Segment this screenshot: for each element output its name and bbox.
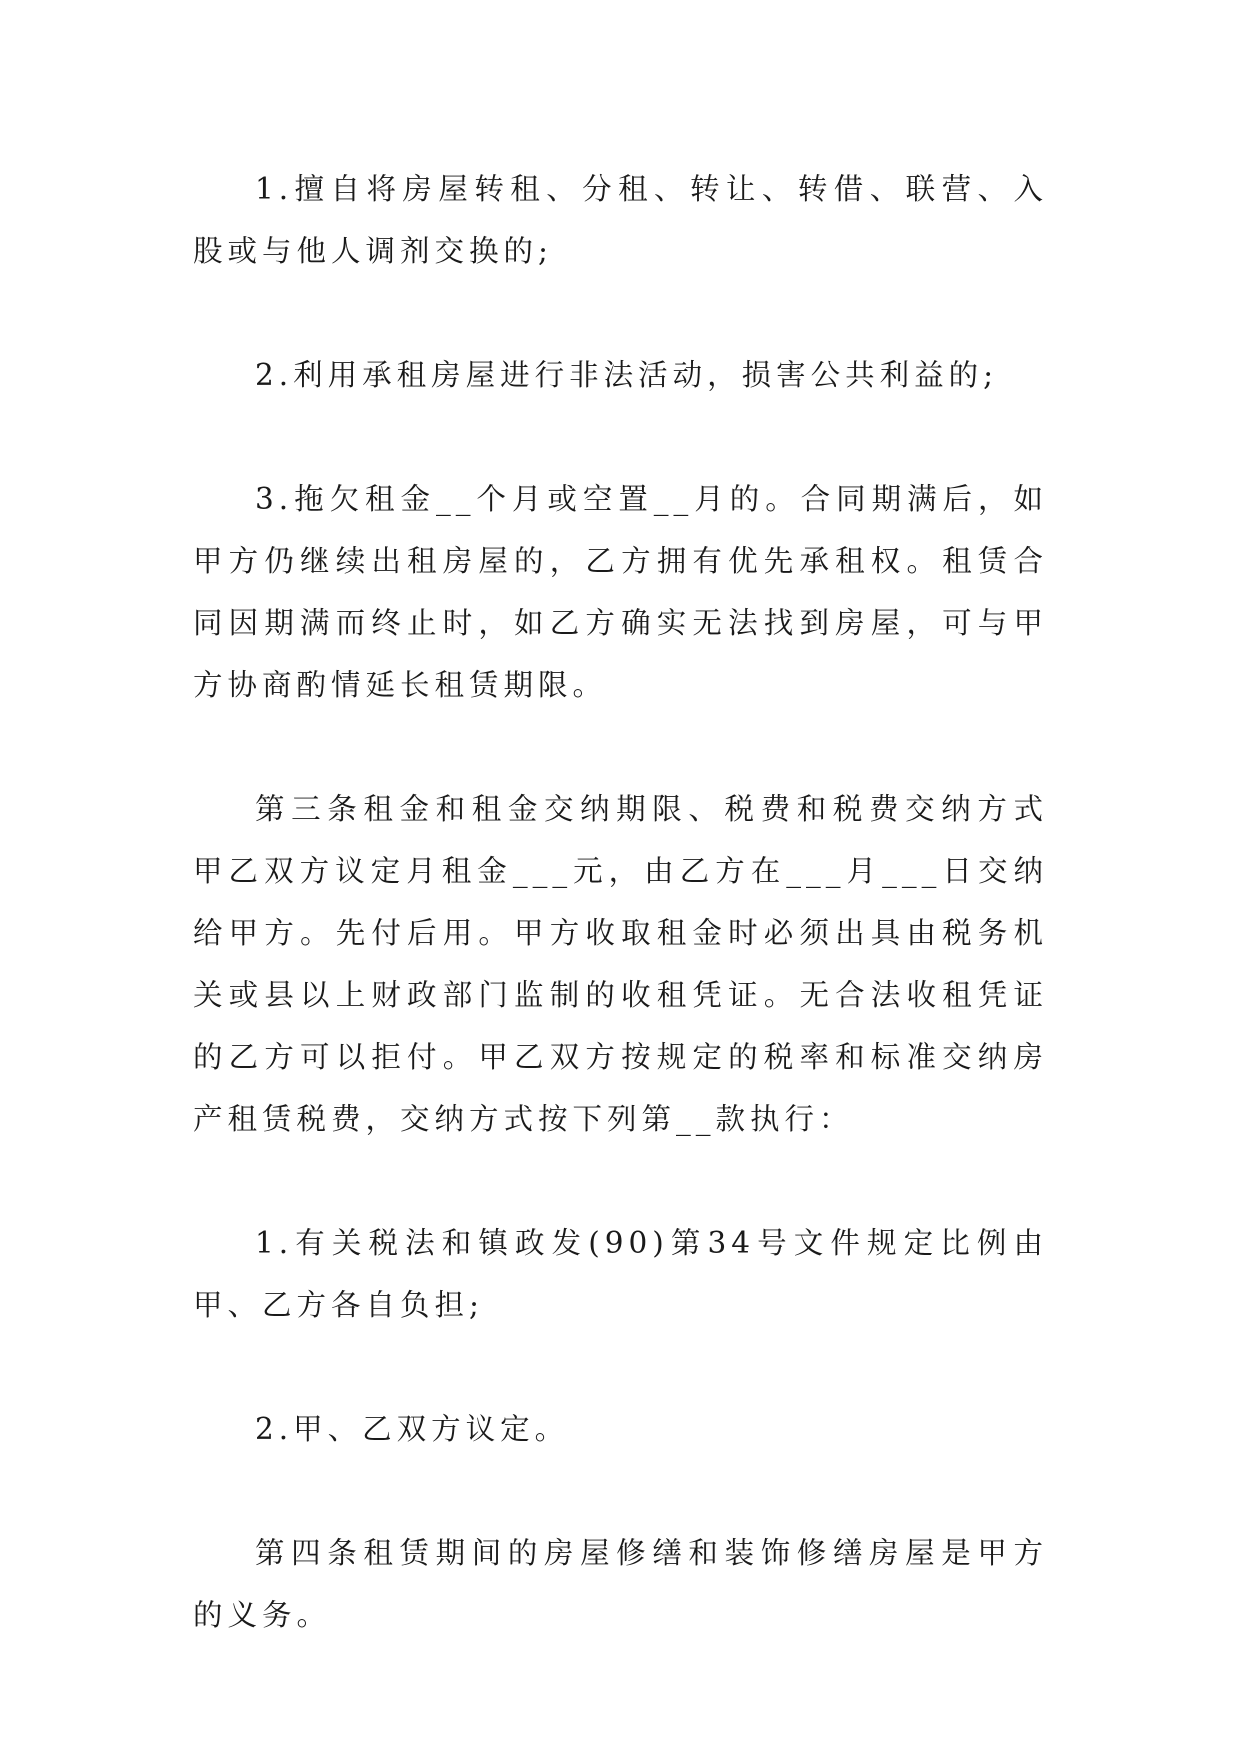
paragraph-tax-option-1: 1.有关税法和镇政发(90)第34号文件规定比例由甲、乙方各自负担; [193,1226,1048,1322]
paragraph-article-4-repairs: 第四条租赁期间的房屋修缮和装饰修缮房屋是甲方的义务。 [193,1536,1048,1632]
paragraph-gap [193,1460,1048,1522]
paragraph-clause-1-sublet: 1.擅自将房屋转租、分租、转让、转借、联营、入股或与他人调剂交换的; [193,172,1048,268]
paragraph-gap [193,406,1048,468]
document-body [193,158,1048,1646]
paragraph-tax-option-2: 2.甲、乙双方议定。 [255,1412,570,1446]
paragraph-clause-2-illegal-use: 2.利用承租房屋进行非法活动，损害公共利益的; [255,358,999,392]
paragraph-gap [193,1336,1048,1398]
paragraph-article-3-rent: 第三条租金和租金交纳期限、税费和税费交纳方式甲乙双方议定月租金___元，由乙方在___月___日交纳给甲方。先付后用。甲方收取租金时必须出具由税务机关或县以上财政部门监制的收租凭证。无合法收租凭证的乙方可以拒付。甲乙双方按规定的税率和标准交纳房产租赁税费，交纳方式按下列第__款执行： [193,792,1048,1136]
paragraph-gap [193,282,1048,344]
paragraph-clause-3-arrears: 3.拖欠租金__个月或空置__月的。合同期满后，如甲方仍继续出租房屋的，乙方拥有优先承租权。租赁合同因期满而终止时，如乙方确实无法找到房屋，可与甲方协商酌情延长租赁期限。 [193,482,1048,702]
paragraph-gap [193,1150,1048,1212]
paragraph-gap [193,716,1048,778]
